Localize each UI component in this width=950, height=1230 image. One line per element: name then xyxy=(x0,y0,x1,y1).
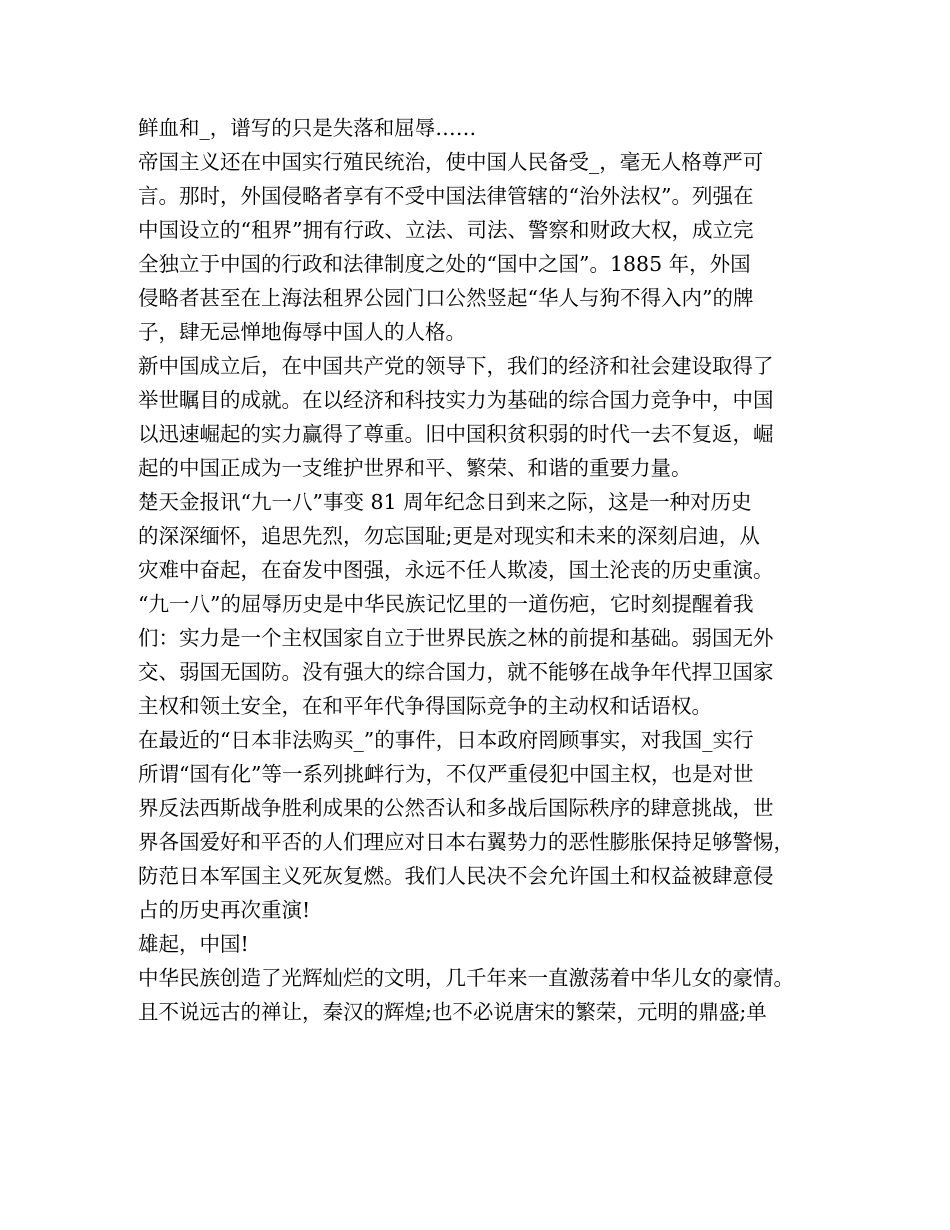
text-line: 在最近的“日本非法购买_”的事件，日本政府罔顾事实，对我国_实行 xyxy=(138,728,754,752)
text-line: “九一八”的屈辱历史是中华民族记忆里的一道伤疤，它时刻提醒着我 xyxy=(138,592,754,616)
text-line: 界各国爱好和平否的人们理应对日本右翼势力的恶性膨胀保持足够警惕， xyxy=(138,830,794,854)
text-line: 界反法西斯战争胜利成果的公然否认和多战后国际秩序的肆意挑战，世 xyxy=(138,796,774,820)
text-line: 占的历史再次重演! xyxy=(138,898,311,922)
text-line: 防范日本军国主义死灰复燃。我们人民决不会允许国土和权益被肆意侵 xyxy=(138,864,774,888)
document-body xyxy=(138,111,838,1029)
text-line: 中华民族创造了光辉灿烂的文明，几千年来一直激荡着中华儿女的豪情。 xyxy=(138,966,794,990)
text-line: 全独立于中国的行政和法律制度之处的“国中之国”。1885 年，外国 xyxy=(138,252,751,276)
text-line: 新中国成立后，在中国共产党的领导下，我们的经济和社会建设取得了 xyxy=(138,354,774,378)
text-line: 主权和领土安全，在和平年代争得国际竞争的主动权和话语权。 xyxy=(138,694,712,718)
text-line: 中国设立的“租界”拥有行政、立法、司法、警察和财政大权，成立完 xyxy=(138,218,754,242)
text-line: 雄起，中国! xyxy=(138,932,249,956)
text-line: 灾难中奋起，在奋发中图强，永远不任人欺凌，国土沦丧的历史重演。 xyxy=(138,558,774,582)
text-line: 以迅速崛起的实力赢得了尊重。旧中国积贫积弱的时代一去不复返，崛 xyxy=(138,422,774,446)
text-line: 所谓“国有化”等一系列挑衅行为，不仅严重侵犯中国主权，也是对世 xyxy=(138,762,754,786)
text-line: 言。那时，外国侵略者享有不受中国法律管辖的“治外法权”。列强在 xyxy=(138,184,754,208)
text-line: 楚天金报讯“九一八”事变 81 周年纪念日到来之际，这是一种对历史 xyxy=(138,490,752,514)
text-line: 起的中国正成为一支维护世界和平、繁荣、和谐的重要力量。 xyxy=(138,456,692,480)
text-line: 且不说远古的禅让，秦汉的辉煌;也不必说唐宋的繁荣，元明的鼎盛;单 xyxy=(138,1000,767,1024)
text-line: 举世瞩目的成就。在以经济和科技实力为基础的综合国力竞争中，中国 xyxy=(138,388,774,412)
text-line: 帝国主义还在中国实行殖民统治，使中国人民备受_，毫无人格尊严可 xyxy=(138,150,764,174)
text-line: 子，肆无忌惮地侮辱中国人的人格。 xyxy=(138,320,466,344)
text-line: 侵略者甚至在上海法租界公园门口公然竖起“华人与狗不得入内”的牌 xyxy=(138,286,754,310)
text-line: 们：实力是一个主权国家自立于世界民族之林的前提和基础。弱国无外 xyxy=(138,626,774,650)
text-line: 的深深缅怀，追思先烈，勿忘国耻;更是对现实和未来的深刻启迪，从 xyxy=(138,524,760,548)
text-line: 鲜血和_，谱写的只是失落和屈辱…… xyxy=(138,116,477,140)
text-line: 交、弱国无国防。没有强大的综合国力，就不能够在战争年代捍卫国家 xyxy=(138,660,774,684)
